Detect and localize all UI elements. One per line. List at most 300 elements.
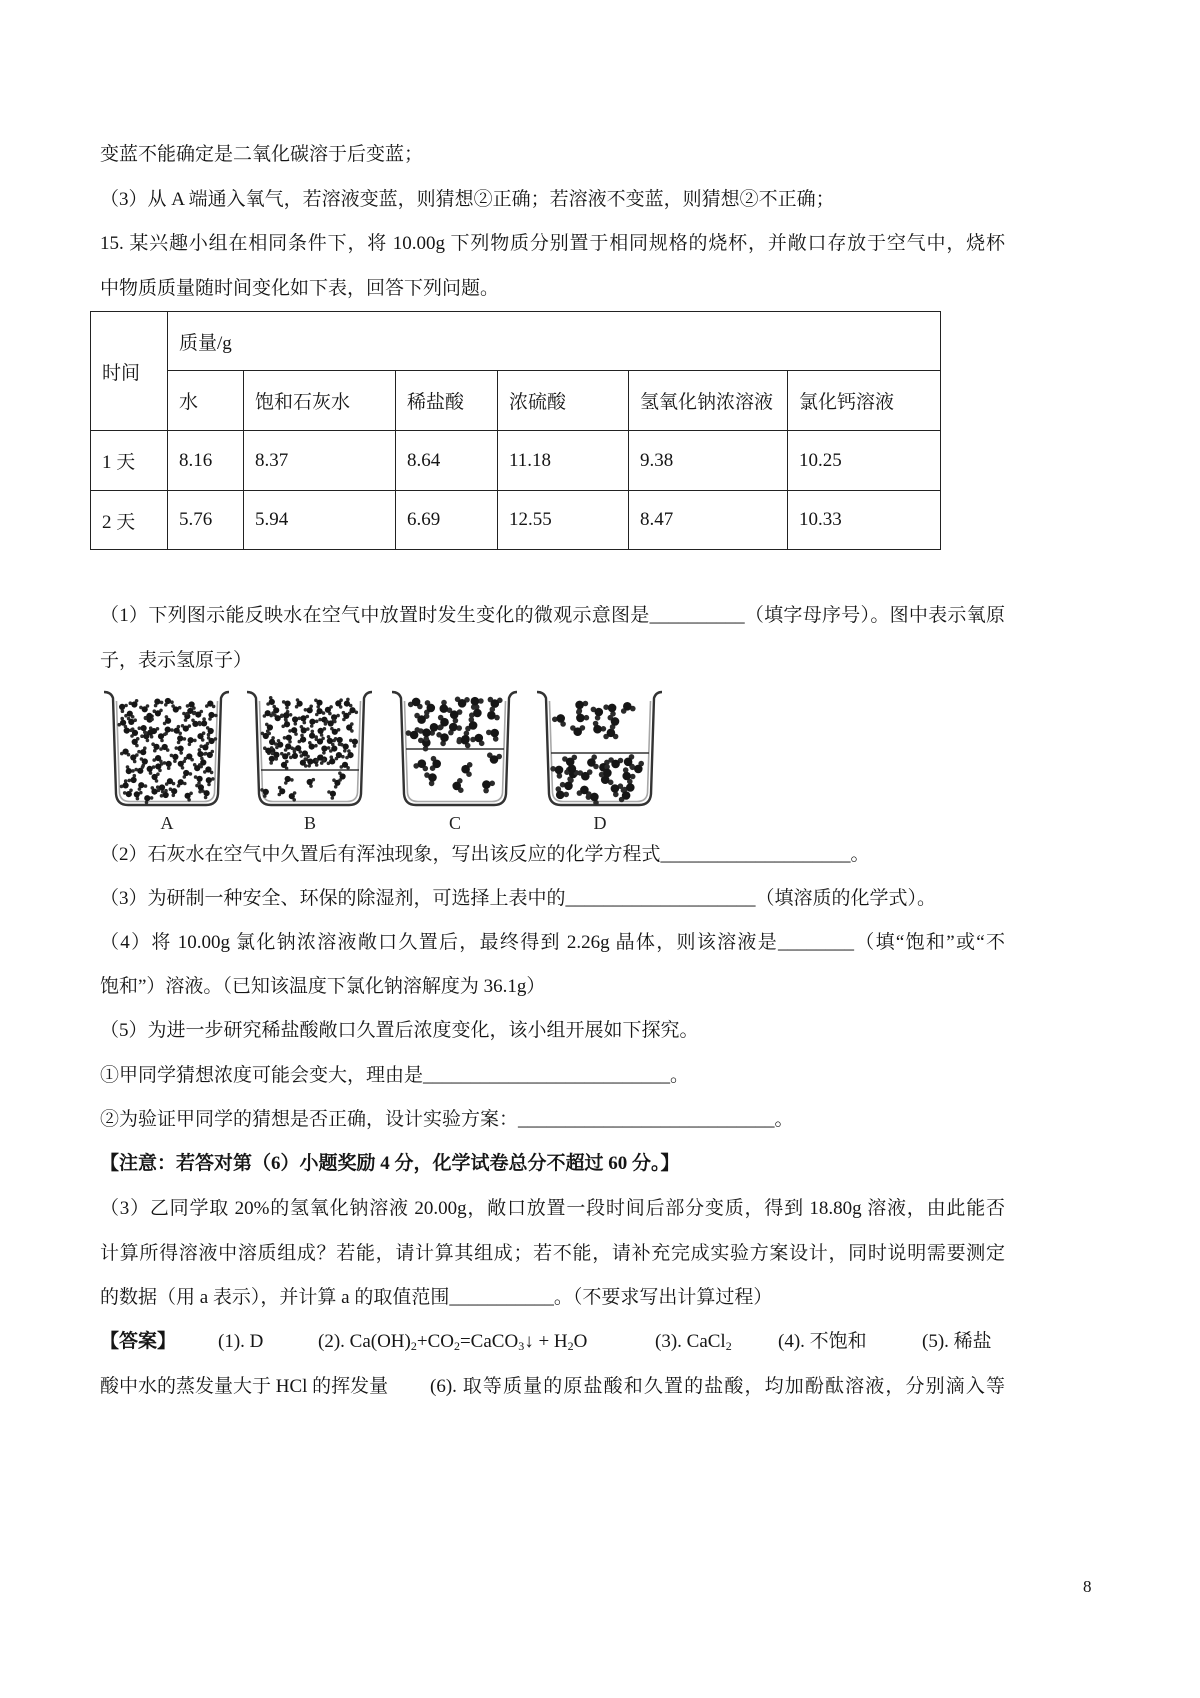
oxygen-atom [165, 698, 171, 704]
oxygen-atom [207, 752, 213, 758]
water-molecule [177, 735, 186, 744]
oxygen-atom [452, 782, 461, 791]
oxygen-atom [187, 708, 193, 714]
table-cell: 5.76 [168, 491, 244, 550]
water-molecule [349, 739, 358, 748]
water-molecule [593, 721, 606, 734]
water-molecule [281, 760, 289, 770]
beaker-a [104, 692, 229, 805]
oxygen-atom [346, 724, 352, 730]
water-molecule [289, 750, 298, 759]
oxygen-atom [595, 708, 604, 717]
oxygen-atom [490, 729, 499, 738]
oxygen-atom [340, 773, 346, 779]
oxygen-atom [269, 756, 275, 762]
water-molecule [153, 709, 163, 717]
oxygen-atom [269, 739, 275, 745]
water-molecule [470, 734, 484, 746]
oxygen-atom [147, 766, 153, 772]
oxygen-atom [281, 762, 287, 768]
water-molecule [138, 782, 148, 791]
water-molecule [197, 731, 205, 741]
oxygen-atom [336, 752, 342, 758]
table-cell: 10.33 [788, 491, 941, 550]
table-row-label: 1 天 [91, 431, 168, 491]
oxygen-atom [300, 715, 306, 721]
water-molecule [450, 709, 463, 723]
table-cell: 8.37 [244, 431, 396, 491]
oxygen-atom [263, 733, 269, 739]
oxygen-atom [273, 707, 279, 713]
oxygen-atom [491, 699, 500, 708]
oxygen-atom [285, 776, 291, 782]
oxygen-atom [622, 772, 631, 781]
water-molecule [174, 725, 182, 735]
oxygen-atom [137, 768, 143, 774]
water-molecule [155, 762, 163, 772]
water-molecule [159, 744, 169, 752]
water-molecule [144, 795, 153, 804]
water-molecule [163, 761, 172, 770]
oxygen-atom [292, 716, 298, 722]
oxygen-atom [427, 704, 436, 713]
water-molecule [488, 697, 503, 708]
part-5-question-1: ①甲同学猜想浓度可能会变大，理由是__________________________。 [100, 1065, 690, 1086]
beaker-c [392, 692, 517, 805]
water-molecule [128, 774, 137, 783]
water-molecule [260, 788, 269, 798]
water-molecule [338, 771, 346, 781]
page-number: 8 [1083, 1577, 1092, 1596]
oxygen-atom [144, 795, 150, 801]
oxygen-atom [297, 701, 303, 707]
water-molecule [424, 700, 435, 715]
water-molecule [576, 709, 589, 722]
oxygen-atom [131, 701, 137, 707]
oxygen-atom [177, 735, 183, 741]
oxygen-atom [335, 700, 341, 706]
continuation-line-2: （3）从 A 端通入氧气，若溶液变蓝，则猜想②正确；若溶液不变蓝，则猜想②不正确； [100, 189, 835, 210]
answer-item-3: (3). CaCl$_2$ [655, 1331, 732, 1353]
water-molecule [300, 725, 310, 734]
water-molecule [552, 714, 566, 727]
beaker-label-a: A [160, 813, 174, 833]
water-molecule [603, 704, 616, 717]
water-molecule [455, 697, 470, 708]
oxygen-atom [337, 737, 343, 743]
oxygen-atom [124, 728, 130, 734]
oxygen-atom [202, 744, 208, 750]
oxygen-atom [275, 715, 281, 721]
water-molecule [440, 700, 453, 713]
oxygen-atom [458, 699, 467, 708]
oxygen-atom [286, 735, 292, 741]
water-molecule [298, 734, 307, 744]
oxygen-atom [603, 769, 612, 778]
answer-item-1: (1). D [218, 1331, 264, 1352]
water-molecule [280, 752, 290, 760]
water-molecule [151, 742, 159, 752]
water-molecule [424, 772, 437, 786]
oxygen-atom [131, 777, 137, 783]
oxygen-atom [325, 707, 331, 713]
table-cell: 8.64 [396, 431, 498, 491]
oxygen-atom [317, 755, 323, 761]
water-molecule [152, 772, 160, 782]
water-molecule [119, 704, 128, 713]
part-3: （3）为研制一种安全、环保的除湿剂，可选择上表中的____________________（填溶质的化学式）。 [100, 888, 937, 909]
oxygen-atom [197, 733, 203, 739]
oxygen-atom [207, 701, 213, 707]
water-molecule [413, 759, 428, 771]
oxygen-atom [197, 751, 203, 757]
water-molecule [482, 780, 495, 793]
oxygen-atom [167, 778, 173, 784]
oxygen-atom [428, 773, 437, 782]
oxygen-atom [263, 789, 269, 795]
oxygen-atom [318, 728, 324, 734]
water-molecule [140, 757, 148, 767]
water-molecule [175, 746, 184, 755]
oxygen-atom [162, 744, 168, 750]
oxygen-atom [580, 786, 589, 795]
oxygen-atom [430, 723, 439, 732]
oxygen-atom [209, 738, 215, 744]
oxygen-atom [142, 758, 148, 764]
water-molecule [346, 722, 354, 732]
water-molecule [134, 765, 144, 774]
oxygen-atom [126, 791, 132, 797]
water-molecule [406, 727, 421, 739]
beaker-figure [100, 683, 670, 835]
oxygen-atom [151, 789, 157, 795]
oxygen-atom [342, 762, 348, 768]
oxygen-atom [331, 746, 337, 752]
water-molecule [562, 755, 577, 767]
water-molecule [318, 727, 327, 737]
water-molecule [578, 769, 593, 780]
water-molecule [181, 724, 191, 732]
oxygen-atom [432, 760, 441, 769]
water-molecule [461, 762, 472, 777]
oxygen-atom [171, 788, 177, 794]
water-molecule [165, 778, 175, 786]
part-6-line-1: （3）乙同学取 20%的氢氧化钠溶液 20.00g，敞口放置一段时间后部分变质，得到 18.80g 溶液，由此能否 [100, 1198, 1005, 1219]
water-molecule [452, 778, 463, 793]
oxygen-atom [265, 748, 271, 754]
water-molecule [465, 717, 477, 732]
oxygen-atom [440, 733, 449, 742]
oxygen-atom [332, 729, 338, 735]
water-molecule [340, 762, 350, 770]
oxygen-atom [194, 765, 200, 771]
water-molecule [348, 707, 358, 715]
water-molecule [608, 715, 620, 730]
water-molecule [178, 760, 186, 770]
water-molecule [288, 727, 298, 736]
water-molecule [486, 729, 499, 742]
water-molecule [292, 716, 301, 725]
beaker-label-c: C [448, 813, 462, 833]
oxygen-atom [291, 727, 297, 733]
oxygen-atom [473, 709, 482, 718]
water-molecule [335, 752, 345, 760]
oxygen-atom [134, 791, 140, 797]
oxygen-atom [327, 738, 333, 744]
oxygen-atom [165, 727, 171, 733]
water-molecule [315, 708, 325, 716]
oxygen-atom [461, 736, 470, 745]
oxygen-atom [317, 708, 323, 714]
oxygen-atom [173, 706, 179, 712]
table-row-label: 2 天 [91, 491, 168, 550]
water-molecule [124, 725, 133, 734]
oxygen-atom [130, 754, 136, 760]
oxygen-atom [417, 715, 426, 724]
water-molecule [266, 696, 275, 706]
oxygen-atom [576, 714, 585, 723]
oxygen-atom [178, 746, 184, 752]
oxygen-atom [132, 739, 138, 745]
water-molecule [487, 707, 500, 721]
oxygen-atom [449, 723, 458, 732]
water-molecule [295, 698, 303, 708]
oxygen-atom [295, 745, 301, 751]
oxygen-atom [482, 780, 491, 789]
water-molecule [308, 741, 318, 750]
table-column-header: 氢氧化钠浓溶液 [629, 371, 788, 431]
water-molecule [188, 737, 197, 746]
water-molecule [608, 757, 623, 768]
oxygen-atom [284, 721, 290, 727]
oxygen-atom [321, 746, 327, 752]
water-molecule [163, 715, 171, 725]
water-molecule [283, 735, 292, 744]
table-cell: 6.69 [396, 491, 498, 550]
water-molecule [206, 726, 214, 736]
oxygen-atom [469, 721, 478, 730]
oxygen-atom [422, 728, 431, 737]
oxygen-atom [564, 782, 573, 791]
oxygen-atom [197, 776, 203, 782]
oxygen-atom [204, 790, 210, 796]
water-molecule [154, 699, 164, 708]
oxygen-atom [309, 719, 315, 725]
oxygen-atom [205, 766, 211, 772]
oxygen-atom [316, 700, 322, 706]
oxygen-atom [200, 759, 206, 765]
table-row [91, 491, 941, 550]
water-molecule [205, 701, 215, 709]
oxygen-atom [123, 782, 129, 788]
oxygen-atom [587, 758, 596, 767]
oxygen-atom [352, 739, 358, 745]
oxygen-atom [634, 765, 643, 774]
water-molecule [130, 753, 138, 763]
water-molecule [436, 732, 449, 746]
water-molecule [129, 699, 139, 708]
answer-item-6: (6). 取等质量的原盐酸和久置的盐酸，均加酚酞溶液，分别滴入等 [430, 1376, 1005, 1397]
oxygen-atom [166, 761, 172, 767]
oxygen-atom [285, 743, 291, 749]
answer-item-5-end: 酸中水的蒸发量大于 HCl 的挥发量 [100, 1376, 389, 1397]
water-molecule [325, 705, 333, 715]
water-molecule [278, 786, 286, 796]
oxygen-atom [140, 749, 146, 755]
oxygen-atom [555, 766, 564, 775]
oxygen-atom [475, 734, 484, 743]
part-1-line-1: （1）下列图示能反映水在空气中放置时发生变化的微观示意图是__________（填字母序号）。图中表示氧原 [100, 605, 1005, 626]
water-molecule [330, 727, 340, 735]
water-molecule [570, 725, 585, 736]
oxygen-atom [575, 701, 584, 710]
question-15-stem-line-1: 15. 某兴趣小组在相同条件下，将 10.00g 下列物质分别置于相同规格的烧杯，并敞口存放于空气中，烧杯 [100, 233, 1005, 254]
oxygen-atom [611, 760, 620, 769]
oxygen-atom [154, 699, 160, 705]
table-column-header: 稀盐酸 [396, 371, 498, 431]
water-molecule [487, 752, 502, 763]
oxygen-atom [206, 777, 212, 783]
water-molecule [265, 723, 273, 733]
table-cell: 12.55 [498, 491, 629, 550]
water-molecule [269, 736, 278, 746]
oxygen-atom [269, 699, 275, 705]
oxygen-atom [300, 737, 306, 743]
oxygen-atom [289, 793, 295, 799]
water-molecule [300, 715, 309, 725]
answer-label: 【答案】 [100, 1331, 177, 1352]
table-column-header: 水 [168, 371, 244, 431]
oxygen-atom [581, 772, 590, 781]
oxygen-atom [155, 763, 161, 769]
table-column-header: 饱和石灰水 [244, 371, 396, 431]
water-molecule [177, 779, 187, 788]
oxygen-atom [267, 724, 273, 730]
oxygen-atom [183, 726, 189, 732]
water-molecule [327, 735, 336, 744]
oxygen-atom [158, 733, 164, 739]
oxygen-atom [189, 701, 195, 707]
oxygen-atom [132, 730, 138, 736]
table-row [91, 431, 941, 491]
oxygen-atom [155, 755, 161, 761]
oxygen-atom [265, 710, 271, 716]
water-molecule [586, 793, 599, 806]
oxygen-atom [127, 711, 133, 717]
table-cell: 8.47 [629, 491, 788, 550]
oxygen-atom [195, 712, 201, 718]
oxygen-atom [329, 758, 335, 764]
beaker-label-b: B [303, 813, 317, 833]
oxygen-atom [128, 719, 134, 725]
oxygen-atom [123, 749, 129, 755]
water-molecule [147, 765, 156, 775]
water-molecule [171, 704, 181, 712]
beaker-d [537, 692, 662, 806]
oxygen-atom [487, 711, 496, 720]
oxygen-atom [590, 793, 599, 802]
oxygen-atom [141, 725, 147, 731]
water-molecule [185, 792, 193, 802]
oxygen-atom [607, 729, 616, 738]
water-molecule [430, 756, 441, 771]
table-cell: 11.18 [498, 431, 629, 491]
water-molecule [183, 770, 193, 779]
water-molecule [344, 698, 353, 708]
oxygen-atom [155, 710, 161, 716]
oxygen-atom [440, 718, 449, 727]
oxygen-atom [328, 720, 334, 726]
table-header-time: 时间 [91, 312, 168, 431]
water-molecule [201, 789, 210, 799]
water-molecule [448, 723, 462, 736]
oxygen-atom [461, 765, 470, 774]
oxygen-atom [626, 783, 635, 792]
part-5-question-2: ②为验证甲同学的猜想是否正确，设计实验方案：___________________________。 [100, 1109, 794, 1130]
answer-item-5-start: (5). 稀盐 [922, 1331, 992, 1352]
oxygen-atom [622, 791, 631, 800]
water-molecule [289, 791, 297, 801]
water-molecule [438, 715, 449, 730]
water-molecule [284, 776, 294, 785]
water-molecule [134, 791, 143, 801]
water-molecule [314, 699, 323, 709]
water-molecule [335, 698, 343, 708]
oxygen-atom [208, 712, 214, 718]
oxygen-atom [307, 707, 313, 713]
oxygen-atom [317, 738, 323, 744]
oxygen-atom [138, 782, 144, 788]
water-molecule [284, 743, 294, 751]
oxygen-atom [608, 704, 617, 713]
table-cell: 10.25 [788, 431, 941, 491]
part-4-line-1: （4）将 10.00g 氯化钠浓溶液敞口久置后，最终得到 2.26g 晶体，则该溶液是________（填“饱和”或“不 [100, 932, 1005, 953]
oxygen-atom [285, 701, 291, 707]
oxygen-atom [172, 754, 178, 760]
oxygen-atom [343, 744, 349, 750]
oxygen-atom [273, 752, 279, 758]
water-molecule [327, 790, 336, 800]
oxygen-atom [471, 697, 480, 706]
oxygen-atom [178, 761, 184, 767]
table-cell: 8.16 [168, 431, 244, 491]
water-molecule [132, 737, 140, 747]
water-molecule [307, 778, 316, 788]
oxygen-atom [573, 727, 582, 736]
oxygen-atom [186, 753, 192, 759]
oxygen-atom [330, 791, 336, 797]
oxygen-atom [165, 718, 171, 724]
water-molecule [327, 755, 336, 765]
water-molecule [139, 704, 149, 712]
oxygen-atom [282, 753, 288, 759]
oxygen-atom [307, 759, 313, 765]
oxygen-atom [152, 774, 158, 780]
oxygen-atom [450, 710, 459, 719]
oxygen-atom [593, 725, 602, 734]
oxygen-atom [344, 701, 350, 707]
bonus-note: 【注意：若答对第（6）小题奖励 4 分，化学试卷总分不超过 60 分。】 [100, 1153, 680, 1174]
part-4-line-2: 饱和”）溶液。（已知该温度下氯化钠溶解度为 36.1g） [100, 976, 546, 997]
water-molecule [621, 702, 636, 714]
oxygen-atom [412, 698, 421, 707]
oxygen-atom [556, 714, 565, 723]
oxygen-atom [568, 765, 577, 774]
oxygen-atom [183, 770, 189, 776]
beaker-label-d: D [593, 813, 607, 833]
oxygen-atom [410, 731, 419, 740]
part-5-intro: （5）为进一步研究稀盐酸敞口久置后浓度变化，该小组开展如下探究。 [100, 1020, 699, 1041]
